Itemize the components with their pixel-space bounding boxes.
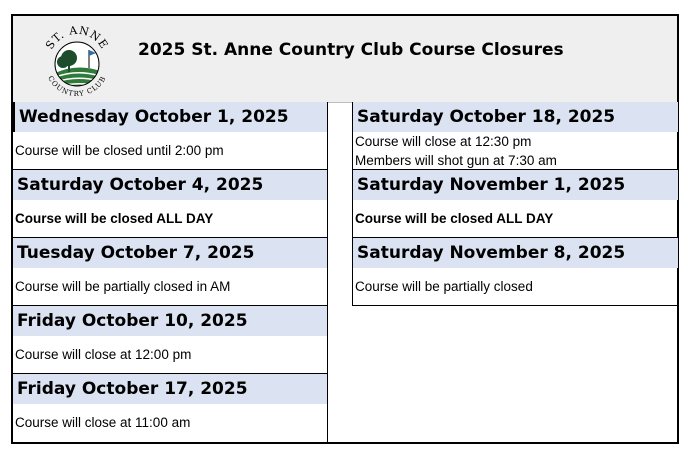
closure-note: Course will close at 11:00 am <box>15 415 191 430</box>
closure-note: Course will be partially closed in AM <box>15 279 231 294</box>
closure-entry <box>13 238 327 306</box>
closure-note: Course will be closed ALL DAY <box>355 211 554 226</box>
closure-date: Saturday November 8, 2025 <box>353 238 678 268</box>
closure-date: Friday October 17, 2025 <box>13 374 327 404</box>
closure-note: Course will close at 12:00 pm <box>15 347 192 362</box>
left-column <box>13 102 328 442</box>
closure-note: Course will be closed ALL DAY <box>15 211 214 226</box>
closure-date: Saturday October 4, 2025 <box>13 170 327 200</box>
closure-entry <box>13 306 327 374</box>
closures-sheet <box>11 14 679 444</box>
closure-date: Saturday November 1, 2025 <box>353 170 678 200</box>
closure-date: Saturday October 18, 2025 <box>353 102 678 132</box>
closure-date: Tuesday October 7, 2025 <box>13 238 327 268</box>
logo-top-text: ST. ANNE <box>43 23 111 52</box>
closure-note: Course will be closed until 2:00 pm <box>15 143 224 158</box>
closure-note: Course will be partially closed <box>355 279 533 294</box>
closure-entry <box>353 170 678 238</box>
closure-entry <box>13 102 327 170</box>
closure-note: Members will shot gun at 7:30 am <box>355 153 557 168</box>
right-column <box>352 102 678 306</box>
closure-entry <box>13 374 327 442</box>
closure-note: Course will close at 12:30 pm <box>355 134 532 149</box>
club-logo-icon <box>39 22 115 98</box>
logo-bottom-text: COUNTRY CLUB <box>46 74 108 98</box>
page-title: 2025 St. Anne Country Club Course Closures <box>138 40 564 60</box>
closure-date: Friday October 10, 2025 <box>13 306 327 336</box>
closure-entry <box>353 238 678 306</box>
header-bar <box>13 16 677 103</box>
closure-entry <box>353 102 678 170</box>
closure-date: Wednesday October 1, 2025 <box>13 102 327 132</box>
closure-entry <box>13 170 327 238</box>
